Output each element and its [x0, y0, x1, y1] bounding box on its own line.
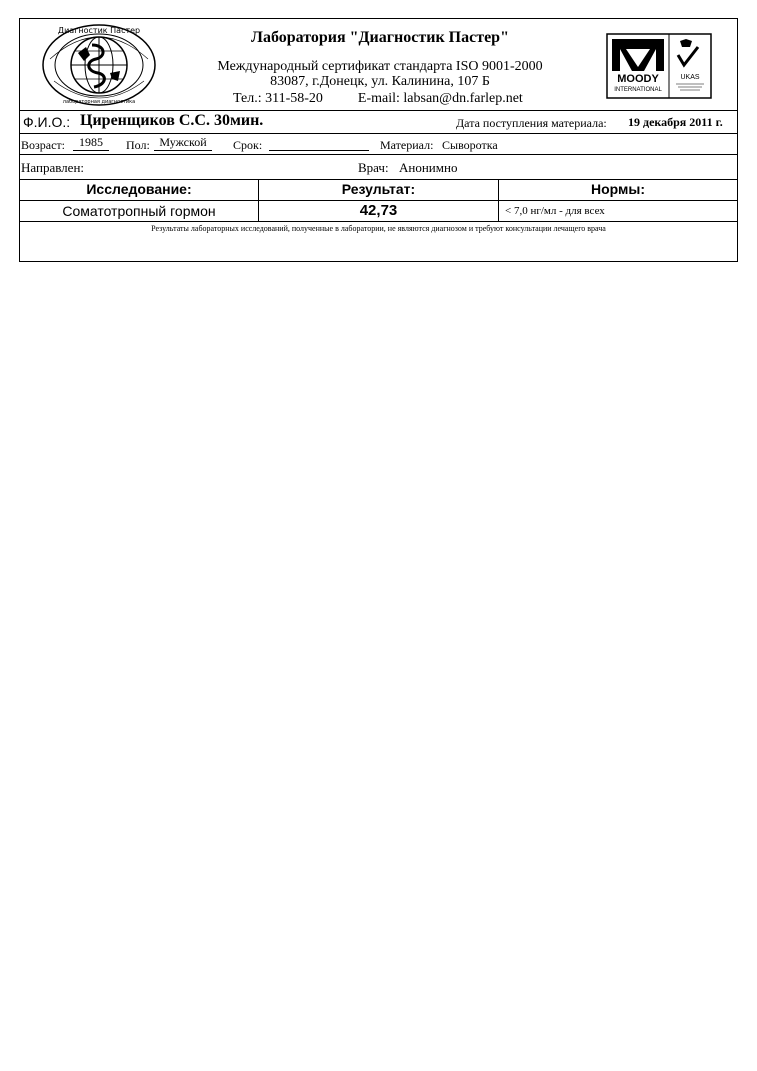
term-value	[269, 135, 369, 151]
doctor-value: Анонимно	[399, 160, 458, 175]
logo-top-text: Диагностик Пастер	[57, 26, 141, 35]
header-result: Результат:	[259, 180, 499, 200]
fio-label: Ф.И.О.:	[23, 114, 71, 130]
test-name: Соматотропный гормон	[20, 201, 259, 221]
referral-row	[20, 155, 737, 180]
disclaimer-text: Результаты лабораторных исследований, полученные в лаборатории, не являются диагнозом и требуют консультации лечащего врача	[151, 224, 606, 233]
material-label: Материал:	[380, 138, 434, 152]
certificate-line: Международный сертификат стандарта ISO 9001-2000	[217, 59, 543, 74]
ukas-text: UKAS	[680, 74, 700, 81]
patient-name-row	[20, 111, 737, 134]
age-value: 1985	[73, 135, 109, 151]
table-row	[20, 201, 737, 222]
test-norm: < 7,0 нг/мл - для всех	[505, 205, 605, 217]
receipt-date: 19 декабря 2011 г.	[628, 115, 723, 129]
doctor-label: Врач:	[358, 160, 389, 175]
results-table-header	[20, 180, 737, 201]
moody-ukas-logo-icon	[606, 33, 712, 99]
header-test: Исследование:	[20, 180, 259, 200]
moody-brand-text: MOODY	[617, 73, 659, 85]
logo-bottom-text: лабораторная диагностика	[62, 99, 136, 105]
header-norm: Нормы:	[590, 181, 645, 197]
referred-label: Направлен:	[21, 160, 85, 175]
phone-text: Тел.: 311-58-20	[233, 91, 323, 106]
age-label: Возраст:	[21, 138, 65, 152]
email-text: E-mail: labsan@dn.farlep.net	[357, 91, 523, 106]
test-result: 42,73	[259, 201, 499, 221]
moody-sub-text: INTERNATIONAL	[614, 87, 662, 93]
material-value: Сыворотка	[442, 138, 498, 152]
lab-title: Лаборатория "Диагностик Пастер"	[251, 29, 509, 46]
patient-details-row	[20, 134, 737, 155]
date-label: Дата поступления материала:	[456, 116, 607, 130]
lab-report-sheet	[19, 18, 738, 262]
sex-value: Мужской	[154, 135, 212, 151]
patient-name: Циренщиков С.С. 30мин.	[80, 112, 264, 129]
address-line: 83087, г.Донецк, ул. Калинина, 107 Б	[270, 74, 490, 89]
sex-label: Пол:	[126, 138, 150, 152]
contact-line	[233, 91, 523, 107]
lab-logo-globe-icon	[40, 23, 158, 107]
report-header	[20, 19, 737, 111]
term-label: Срок:	[233, 138, 263, 152]
